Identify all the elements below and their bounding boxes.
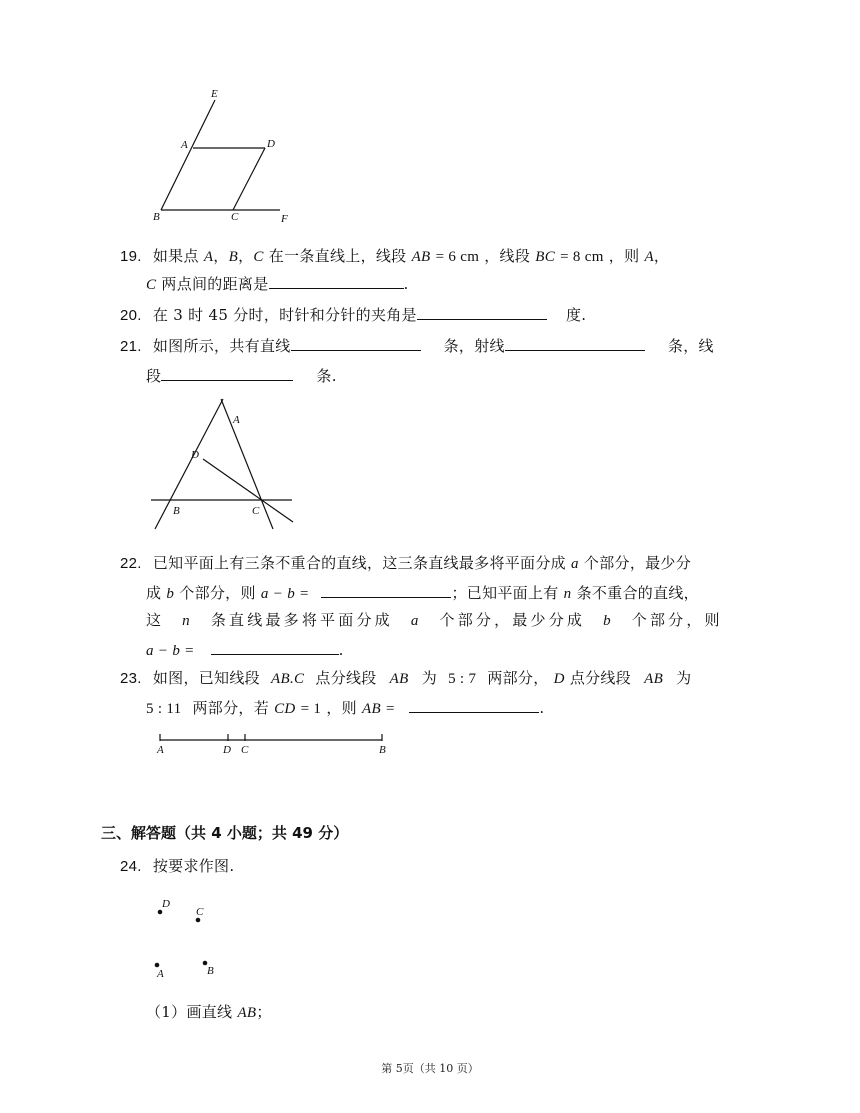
line-dc bbox=[233, 148, 265, 210]
q23-eq: = 1 bbox=[300, 701, 322, 717]
question-number: 24. bbox=[120, 858, 142, 875]
line-eb bbox=[161, 100, 215, 210]
q19-bc: BC bbox=[535, 249, 556, 265]
q22-text-2c: ；已知平面上有 bbox=[451, 584, 559, 602]
question-number: 23. bbox=[120, 670, 142, 687]
question-20 bbox=[120, 304, 586, 326]
q22-text-2a: 成 bbox=[146, 584, 162, 602]
q23-text-1b: 点分线段 bbox=[315, 669, 377, 687]
answer-blank[interactable] bbox=[505, 335, 645, 351]
q22-var-b: b bbox=[166, 586, 175, 602]
q23-abc: AB.C bbox=[271, 671, 305, 687]
label-f: F bbox=[281, 213, 288, 225]
q22-text-2d: 条不重合的直线， bbox=[576, 584, 699, 602]
label-a: A bbox=[157, 744, 164, 756]
q19-point-b: B bbox=[228, 249, 239, 265]
label-a: A bbox=[181, 139, 188, 151]
q24-text: 按要求作图. bbox=[152, 857, 235, 875]
answer-blank[interactable] bbox=[321, 582, 451, 598]
label-b: B bbox=[173, 505, 180, 517]
question-22-line4: a − b = . bbox=[146, 641, 344, 659]
answer-blank[interactable] bbox=[291, 335, 421, 351]
q23-text-1a: 如图，已知线段 bbox=[152, 669, 260, 687]
q22-var-a2: a bbox=[410, 613, 422, 629]
question-19-line2: C 两点间的距离是 . bbox=[146, 275, 409, 293]
q19-eq2: = 8 cm bbox=[560, 249, 604, 265]
label-e: E bbox=[211, 88, 218, 100]
q21-text-e: 条. bbox=[316, 367, 337, 385]
q23-ratio1: 5 : 7 bbox=[448, 671, 477, 687]
question-21-line1 bbox=[120, 335, 714, 357]
point-c bbox=[196, 918, 201, 923]
q23-text-2a: 两部分，若 bbox=[192, 699, 270, 717]
q22-var-n: n bbox=[563, 586, 572, 602]
label-c: C bbox=[196, 906, 204, 918]
triangle-lines-figure bbox=[145, 393, 305, 538]
q22-text-2b: 个部分，则 bbox=[179, 584, 256, 602]
question-23-line2: 5 : 11 两部分，若 CD = 1 ，则 AB = . bbox=[146, 699, 545, 717]
question-24 bbox=[120, 856, 234, 877]
parallelogram-figure bbox=[140, 85, 310, 230]
label-c: C bbox=[252, 505, 260, 517]
q23-text-1c: 为 bbox=[421, 669, 437, 687]
label-d: D bbox=[267, 138, 275, 150]
q19-point-c: C bbox=[253, 249, 264, 265]
q19-text-d: ，则 bbox=[608, 247, 640, 265]
line-ab bbox=[155, 399, 223, 529]
q23-d: D bbox=[553, 671, 565, 687]
q19-ab: AB bbox=[411, 249, 431, 265]
label-d: D bbox=[223, 744, 231, 756]
label-b: B bbox=[207, 965, 214, 977]
q19-text-a: 如果点 bbox=[152, 247, 199, 265]
q21-text-c: 条，线 bbox=[667, 337, 714, 355]
q23-ab: AB bbox=[389, 671, 409, 687]
label-a: A bbox=[157, 968, 164, 980]
answer-blank[interactable] bbox=[211, 639, 339, 655]
label-c: C bbox=[231, 211, 239, 223]
q22-text-3d: 个部分，则 bbox=[631, 611, 723, 629]
question-22-line3 bbox=[146, 610, 723, 631]
q22-var-a: a bbox=[571, 556, 579, 572]
q24-sub1-ab: AB bbox=[237, 1005, 257, 1021]
q23-cd: CD bbox=[274, 701, 296, 717]
q22-var-b2: b bbox=[603, 613, 614, 629]
page-footer: 第 5页（共 10 页） bbox=[381, 1062, 479, 1075]
q23-text-1d: 两部分， bbox=[487, 669, 549, 687]
question-23-line1 bbox=[120, 668, 691, 689]
q22-text-3c: 个部分，最少分成 bbox=[439, 611, 586, 629]
q23-text-2b: ，则 bbox=[326, 699, 357, 717]
q22-text-1: 已知平面上有三条不重合的直线，这三条直线最多将平面分成 bbox=[152, 554, 566, 572]
q22-expr: a − b = bbox=[260, 586, 310, 602]
q22-text-3a: 这 bbox=[146, 611, 165, 629]
question-22-line2 bbox=[146, 582, 699, 604]
q19-text-c: ，线段 bbox=[484, 247, 531, 265]
q21-text-a: 如图所示，共有直线 bbox=[152, 337, 291, 355]
answer-blank[interactable] bbox=[161, 365, 293, 381]
q19-point-a: A bbox=[203, 249, 214, 265]
question-21-line2 bbox=[146, 365, 337, 386]
answer-blank[interactable] bbox=[269, 273, 404, 289]
q23-ab2: AB bbox=[644, 671, 664, 687]
line-ac bbox=[221, 399, 273, 529]
q23-text-1e: 点分线段 bbox=[569, 669, 632, 687]
q22-text-3b: 条直线最多将平面分成 bbox=[210, 611, 393, 629]
q19-point-c2: C bbox=[146, 277, 157, 293]
answer-blank[interactable] bbox=[417, 304, 547, 320]
q21-text-b: 条，射线 bbox=[443, 337, 505, 355]
point-d bbox=[158, 910, 163, 915]
label-d: D bbox=[162, 898, 170, 910]
question-22-line1 bbox=[120, 553, 691, 574]
question-number: 21. bbox=[120, 338, 142, 355]
q19-text-e: 两点间的距离是 bbox=[161, 275, 269, 293]
q20-text-a: 在 3 时 45 分时，时针和分针的夹角是 bbox=[152, 306, 417, 324]
point-a bbox=[155, 963, 160, 968]
q24-sub1-end: ； bbox=[256, 1003, 272, 1021]
question-number: 20. bbox=[120, 307, 142, 324]
question-24-sub1 bbox=[146, 1002, 272, 1023]
label-b: B bbox=[379, 744, 386, 756]
q22-var-n2: n bbox=[182, 613, 193, 629]
label-d: D bbox=[191, 449, 199, 461]
q19-point-a2: A bbox=[644, 249, 654, 265]
points-figure bbox=[145, 892, 235, 982]
section-title: 三、解答题（共 4 小题；共 49 分） bbox=[101, 824, 349, 842]
q22-expr2: a − b = bbox=[146, 643, 195, 659]
line-dc bbox=[203, 459, 293, 522]
q21-text-d: 段 bbox=[146, 367, 162, 385]
answer-blank[interactable] bbox=[409, 697, 539, 713]
question-19-line1: 19. 如果点 A，B，C 在一条直线上，线段 AB = 6 cm ，线段 BC = 8 cm ，则 A， bbox=[120, 247, 670, 265]
q24-sub1-text: （1）画直线 bbox=[146, 1003, 233, 1021]
segment-figure bbox=[150, 730, 400, 760]
q19-text-b: 在一条直线上，线段 bbox=[268, 247, 407, 265]
q23-text-1f: 为 bbox=[676, 669, 692, 687]
label-c: C bbox=[241, 744, 249, 756]
label-b: B bbox=[153, 211, 160, 223]
question-number: 19. bbox=[120, 248, 142, 265]
label-a: A bbox=[233, 414, 240, 426]
q19-eq1: = 6 cm bbox=[435, 249, 480, 265]
question-number: 22. bbox=[120, 555, 142, 572]
q20-text-b: 度. bbox=[565, 306, 587, 324]
q23-abeq: AB = bbox=[362, 701, 396, 717]
q22-text-1b: 个部分，最少分 bbox=[583, 554, 692, 572]
q23-ratio2: 5 : 11 bbox=[146, 701, 182, 717]
